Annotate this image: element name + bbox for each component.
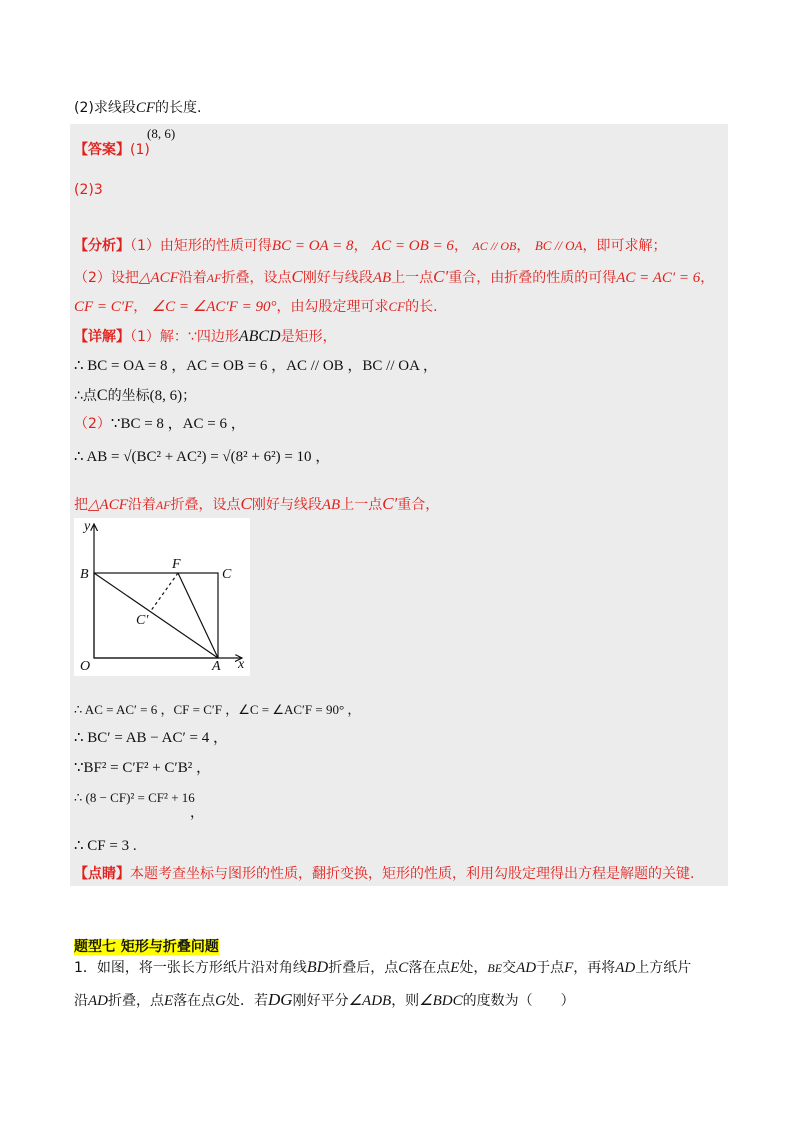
math: G	[215, 993, 227, 1009]
math: AD	[88, 993, 108, 1009]
math: BD	[306, 959, 329, 976]
label-f: F	[172, 557, 181, 572]
detail-line-4	[74, 414, 246, 434]
text: 折叠后，点	[328, 960, 399, 976]
math: AB	[372, 270, 392, 286]
text: 沿着	[178, 270, 207, 286]
math: ∵BC = 8 ，AC = 6 ，	[110, 416, 246, 432]
text: 处．若	[226, 993, 269, 1009]
answer-tag: 【答案】	[74, 142, 130, 158]
detail-line-1	[74, 327, 337, 347]
math: (8, 6)	[149, 388, 183, 404]
text: 的长.	[405, 299, 438, 315]
math: C′	[433, 267, 449, 286]
comment-text: 本题考查坐标与图形的性质，翻折变换，矩形的性质，利用勾股定理得出方程是解题的关键.	[130, 866, 695, 882]
figure-svg	[74, 518, 250, 676]
fold-sentence	[74, 494, 439, 515]
text: 刚好与线段	[302, 270, 373, 286]
math-cf: CF	[135, 100, 156, 116]
text: 交	[502, 960, 517, 976]
text: 的坐标	[107, 388, 150, 404]
comment-tag: 【点睛】	[74, 866, 130, 882]
text: 上方纸片	[635, 960, 692, 976]
line-af	[178, 573, 218, 658]
detail-line-3	[74, 386, 196, 406]
text: 折叠，点	[108, 993, 164, 1009]
dashed-fc-prime	[150, 573, 178, 612]
math: E	[164, 993, 174, 1009]
question-2-prompt	[74, 98, 201, 118]
label-c: C	[222, 567, 232, 582]
text: 折叠，设点	[170, 497, 241, 513]
text: ，	[133, 299, 148, 315]
label-x: x	[238, 657, 245, 672]
step-2: ∴ BC′ = AB − AC′ = 4 ，	[74, 730, 229, 746]
text: （2）	[74, 416, 111, 432]
analysis-line-1	[74, 236, 667, 256]
detail-line-2: ∴ BC = OA = 8 ，AC = OB = 6 ，AC // OB ，BC // OA ，	[74, 358, 438, 374]
math: ∠ADB	[348, 993, 392, 1009]
math: AC = AC′ = 6	[616, 270, 701, 286]
step-1: ∴ AC = AC′ = 6 ，CF = C′F ，∠C = ∠AC′F = 90° ，	[74, 702, 361, 717]
geometry-figure	[74, 518, 250, 676]
text: 重合，由折叠的性质的可得	[448, 270, 617, 286]
answer-1-label: (1)	[130, 142, 150, 158]
text: （1）由矩形的性质可得	[130, 238, 272, 254]
label-b: B	[80, 567, 89, 582]
text: 上一点	[391, 270, 434, 286]
text: ，	[353, 238, 368, 254]
label-y: y	[84, 519, 91, 534]
text: 于点	[536, 960, 565, 976]
text: 刚好平分	[292, 993, 349, 1009]
math: ∠BDC	[419, 993, 463, 1009]
text: 折叠，设点	[221, 270, 292, 286]
text: ，即可求解；	[582, 238, 667, 254]
math: AB	[321, 497, 341, 513]
text: 把	[74, 497, 88, 513]
math: C′	[382, 494, 398, 513]
text: ，再将	[573, 960, 616, 976]
text: 重合，	[397, 497, 440, 513]
math: ABCD	[238, 328, 281, 345]
text: ，由勾股定理可求	[276, 299, 389, 315]
step-4: ∴ (8 − CF)² = CF² + 16	[74, 790, 195, 805]
text: ；	[182, 388, 197, 404]
text: 1．如图，将一张长方形纸片沿对角线	[74, 960, 307, 976]
text: ，则	[391, 993, 420, 1009]
math: BC = OA = 8	[271, 238, 354, 254]
analysis-tag: 【分析】	[74, 238, 130, 254]
text: 落在点	[408, 960, 451, 976]
math: AC // OB	[472, 239, 517, 253]
analysis-line-3	[74, 297, 438, 317]
section-title	[74, 937, 219, 957]
section-title-text: 题型七 矩形与折叠问题	[74, 939, 219, 955]
comment-line	[74, 864, 694, 884]
math: E	[450, 960, 460, 976]
answer-line-1	[74, 140, 150, 160]
text: ∴点	[74, 388, 97, 404]
math: AF	[206, 271, 222, 285]
problem-line-1	[74, 958, 691, 978]
math: CF = C′F	[74, 299, 134, 315]
math: AD	[516, 960, 537, 976]
text: ，	[453, 238, 468, 254]
text: 刚好与线段	[251, 497, 322, 513]
text: 上一点	[340, 497, 383, 513]
detail-tag: 【详解】	[74, 329, 130, 345]
math: C	[96, 387, 108, 404]
prompt-text: (2)求线段	[74, 100, 136, 116]
text: （1）解：∵四边形	[130, 329, 239, 345]
text: 处，	[459, 960, 488, 976]
text: 沿	[74, 993, 88, 1009]
math: △ACF	[88, 497, 128, 513]
text: 的度数为（ ）	[462, 993, 575, 1009]
math: AD	[615, 960, 636, 976]
step-4-comma: ，	[190, 805, 204, 821]
analysis-line-2	[74, 267, 714, 288]
math: CF	[388, 299, 406, 314]
text: ，	[700, 270, 715, 286]
text: 沿着	[127, 497, 156, 513]
math: AC = OB = 6	[372, 238, 454, 254]
label-a: A	[212, 659, 221, 674]
answer-line-2: (2)3	[74, 182, 103, 198]
label-o: O	[80, 659, 91, 674]
math: AF	[155, 498, 171, 512]
label-c-prime: C′	[136, 613, 149, 628]
diagonal-ab	[94, 573, 218, 658]
math: C	[240, 494, 252, 513]
math: ∠C = ∠AC′F = 90°	[151, 299, 277, 315]
answer-1-point: (8, 6)	[147, 126, 176, 141]
step-3: ∵BF² = C′F² + C′B² ，	[74, 760, 211, 776]
math: DG	[268, 990, 293, 1009]
math: BC // OA	[534, 238, 583, 253]
math: △ACF	[138, 270, 179, 286]
math: C	[291, 267, 303, 286]
step-5: ∴ CF = 3 .	[74, 838, 137, 854]
problem-line-2	[74, 990, 575, 1011]
text: （2）设把	[74, 270, 139, 286]
math: C	[398, 960, 409, 976]
text: 是矩形，	[280, 329, 337, 345]
prompt-text-tail: 的长度.	[155, 100, 202, 116]
math: F	[564, 960, 574, 976]
text: ，	[516, 238, 531, 254]
math: BE	[487, 961, 503, 975]
text: 落在点	[173, 993, 216, 1009]
detail-line-5: ∴ AB = √(BC² + AC²) = √(8² + 6²) = 10 ，	[74, 449, 331, 465]
